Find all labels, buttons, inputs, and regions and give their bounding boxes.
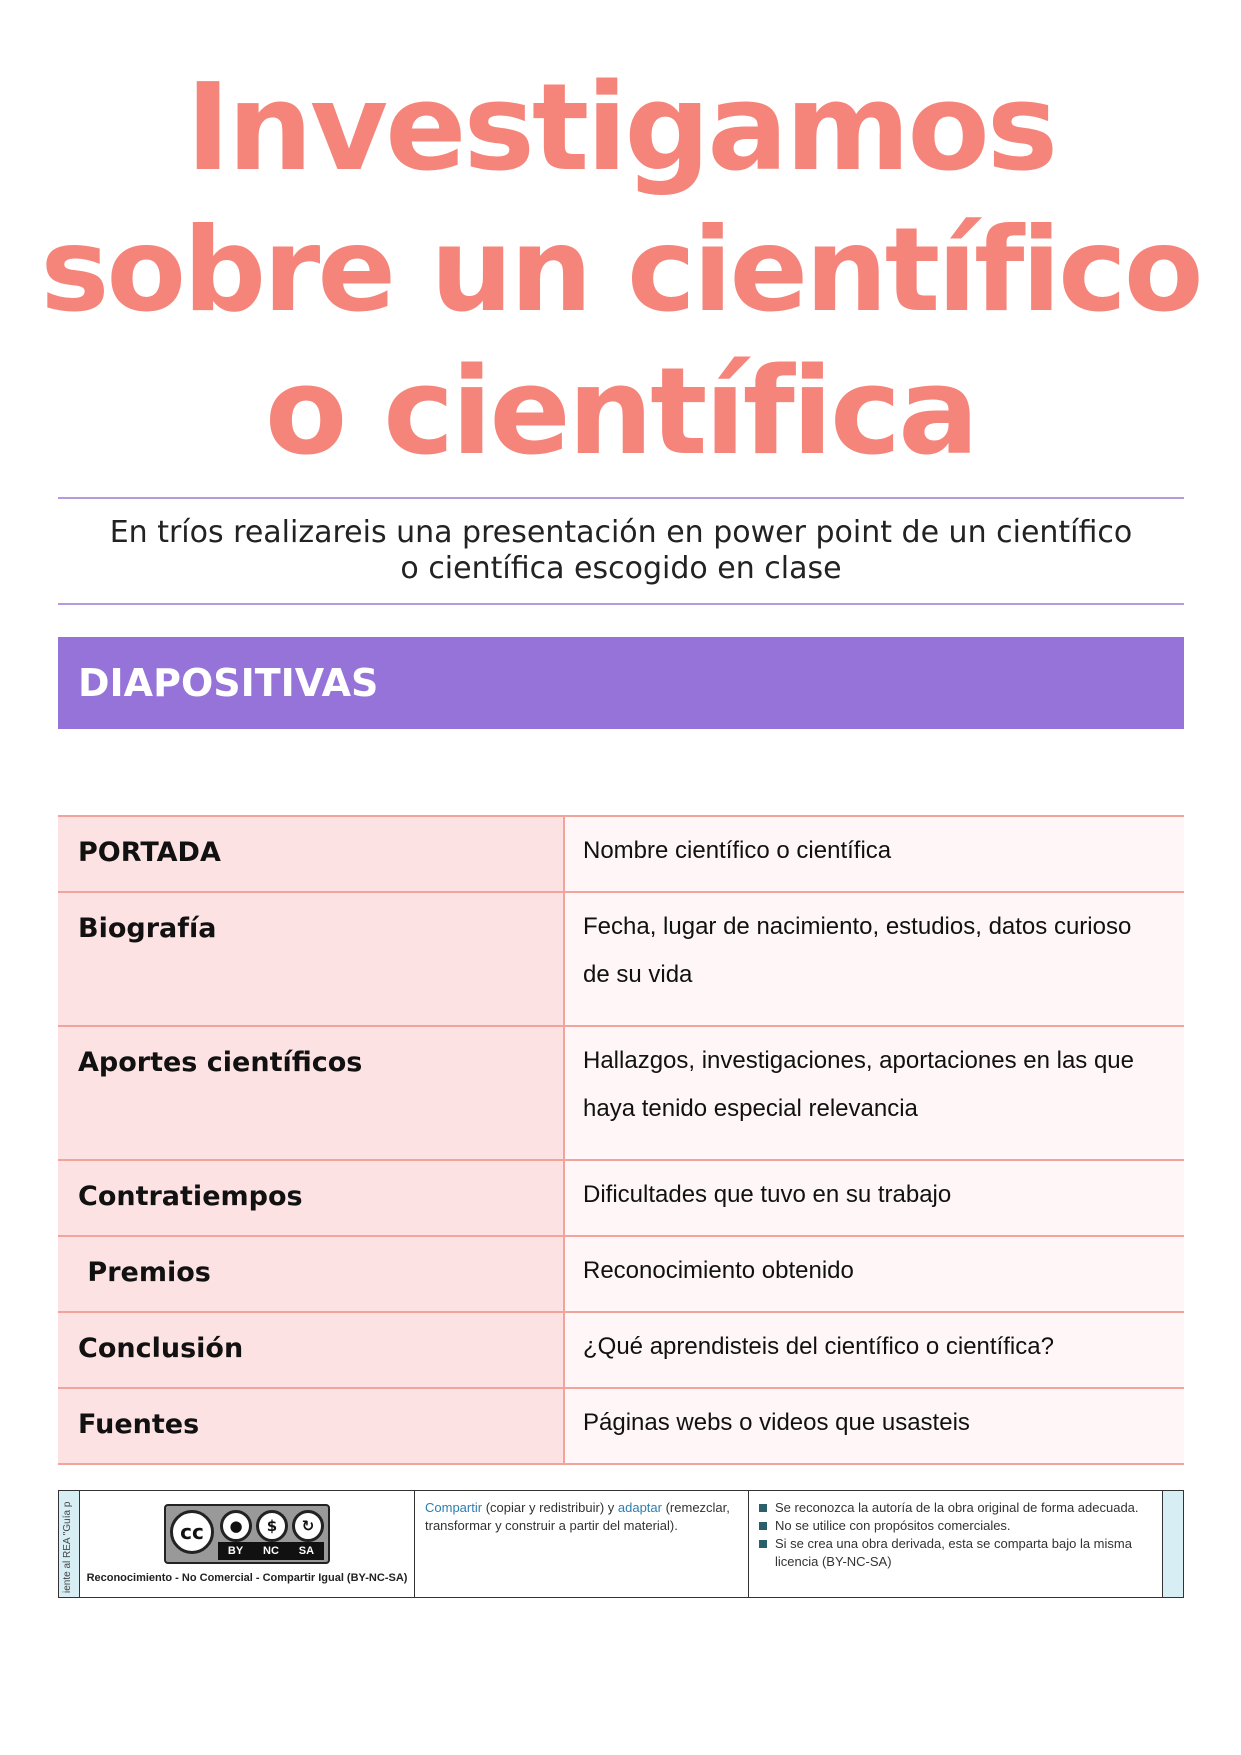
license-badge-area (80, 1491, 415, 1597)
section-banner (58, 637, 1184, 729)
instructions-line-2: o científica escogido en clase (400, 551, 842, 586)
share-alike-icon: ↻ (292, 1510, 324, 1542)
license-edge-strip (59, 1491, 80, 1597)
table-row (58, 1312, 1184, 1388)
adapt-keyword: adaptar (617, 1500, 662, 1515)
slide-description-line: Reconocimiento obtenido (583, 1257, 854, 1284)
license-caption: Reconocimiento - No Comercial - Compartir Igual (BY-NC-SA) (86, 1572, 408, 1584)
cc-logo-icon: cc (170, 1510, 214, 1554)
license-conditions (749, 1491, 1162, 1597)
document-title (40, 58, 1201, 484)
slide-description-line: Hallazgos, investigaciones, aportaciones en las que (583, 1047, 1135, 1074)
badge-label: SA (298, 1545, 315, 1557)
divider-top (58, 497, 1184, 499)
slide-name: Biografía (58, 892, 564, 1026)
slide-description (564, 892, 1184, 1026)
table-row (58, 816, 1184, 892)
table-row (58, 1388, 1184, 1464)
slide-description (564, 1026, 1184, 1160)
slide-name: Premios (58, 1236, 564, 1312)
slide-description-line: Dificultades que tuvo en su trabajo (583, 1181, 952, 1208)
table-row (58, 892, 1184, 1026)
slide-name: Aportes científicos (58, 1026, 564, 1160)
table-row (58, 1026, 1184, 1160)
share-text-part: (copiar y redistribuir) y (482, 1500, 618, 1515)
title-line-1: Investigamos (185, 59, 1056, 198)
slide-description (564, 816, 1184, 892)
bullet-square-icon (759, 1540, 767, 1548)
slide-description-line: Páginas webs o videos que usasteis (583, 1409, 970, 1436)
table-row (58, 1236, 1184, 1312)
slide-description (564, 1312, 1184, 1388)
section-heading: DIAPOSITIVAS (78, 661, 379, 705)
license-edge-text: iente al REA "Guía p (62, 1501, 73, 1593)
cc-license-badge (164, 1504, 330, 1564)
share-keyword: Compartir (425, 1500, 483, 1515)
slide-description (564, 1388, 1184, 1464)
instructions (58, 515, 1184, 587)
slide-description-line: ¿Qué aprendisteis del científico o científica? (583, 1333, 1054, 1360)
title-line-3: o científica (264, 343, 977, 482)
slide-name: Fuentes (58, 1388, 564, 1464)
slide-description-line: Fecha, lugar de nacimiento, estudios, datos curioso (583, 913, 1132, 940)
slides-table (58, 815, 1184, 1465)
condition-item: No se utilice con propósitos comerciales. (759, 1517, 1152, 1535)
divider-bottom (58, 603, 1184, 605)
slide-name: PORTADA (58, 816, 564, 892)
title-line-2: sobre un científico (40, 203, 1201, 338)
no-dollar-icon: $ (256, 1510, 288, 1542)
bullet-square-icon (759, 1522, 767, 1530)
table-row (58, 1160, 1184, 1236)
slide-description (564, 1160, 1184, 1236)
share-text-part: (remezclar, transformar y construir a partir del material). (425, 1500, 730, 1533)
slide-description (564, 1236, 1184, 1312)
slide-name: Contratiempos (58, 1160, 564, 1236)
license-footer (58, 1490, 1184, 1598)
slide-description-line: Nombre científico o científica (583, 837, 892, 864)
instructions-line-1: En tríos realizareis una presentación en power point de un científico (109, 515, 1133, 550)
slide-description-line: de su vida (583, 961, 693, 988)
condition-item: Si se crea una obra derivada, esta se comparta bajo la misma licencia (BY-NC-SA) (759, 1535, 1152, 1571)
badge-label: NC (263, 1545, 279, 1557)
condition-item: Se reconozca la autoría de la obra original de forma adecuada. (759, 1499, 1152, 1517)
person-icon: ● (220, 1510, 252, 1542)
slide-name: Conclusión (58, 1312, 564, 1388)
slide-description-line: haya tenido especial relevancia (583, 1095, 918, 1122)
license-share-text (415, 1491, 749, 1597)
license-edge-strip-right (1162, 1491, 1183, 1597)
bullet-square-icon (759, 1504, 767, 1512)
badge-label: BY (227, 1545, 244, 1557)
